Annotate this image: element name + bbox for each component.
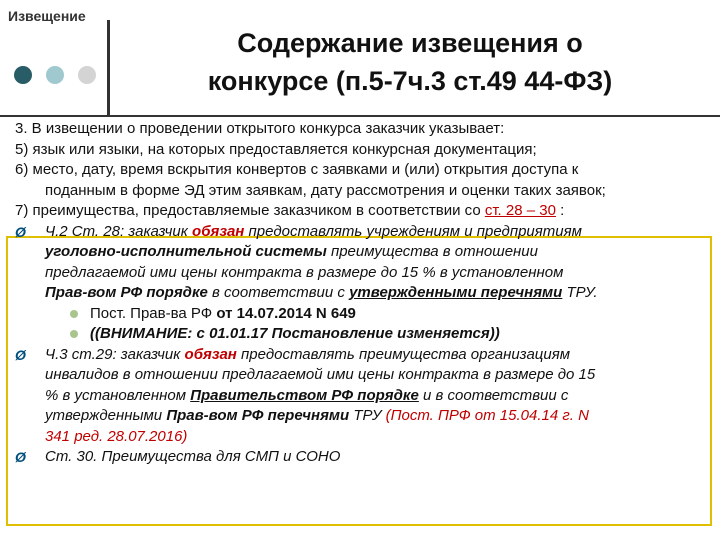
text-run: предоставлять учреждениям и предприятиям (244, 222, 582, 240)
sub-list-item (15, 324, 715, 345)
body-line (15, 201, 715, 222)
title-line-1: Содержание извещения о (237, 28, 583, 58)
section-label: Извещение (8, 8, 86, 24)
text-run: Ч.2 Ст. 28: заказчик (45, 222, 193, 240)
list-item (15, 222, 715, 243)
text-run: Правительством РФ порядке (190, 386, 419, 404)
title-line-2: конкурсе (п.5-7ч.3 ст.49 44-ФЗ) (207, 66, 613, 96)
list-item (15, 447, 715, 468)
body-line: предлагаемой ими цены контракта в размере до 15 % в установленном (45, 263, 564, 281)
body-line: 6) место, дату, время вскрытия конвертов с заявками и (или) открытия доступа к (15, 161, 579, 178)
sub-list-item (15, 304, 715, 325)
body-line: 341 ред. 28.07.2016) (45, 427, 188, 445)
text-run: от 14.07.2014 N 649 (216, 304, 356, 322)
body-line (15, 386, 715, 407)
text-run: утвержденными перечнями (349, 284, 563, 301)
text-run: в соответствии с (207, 284, 350, 301)
body-line: 3. В извещении о проведении открытого конкурса заказчик указывает: (15, 120, 505, 137)
slide-title (120, 24, 700, 100)
arrow-bullet-icon: Ø (15, 223, 26, 240)
text-run: (Пост. ПРФ от 15.04.14 г. N (385, 407, 589, 424)
horizontal-divider (0, 115, 720, 117)
dot-icon (78, 66, 96, 84)
text-run: % в установленном (45, 386, 191, 404)
dot-icon (46, 66, 64, 84)
arrow-bullet-icon: Ø (15, 346, 26, 363)
text-run: ТРУ (349, 407, 386, 424)
text-run: Прав-вом РФ порядке (45, 284, 208, 301)
body-line: 5) язык или языки, на которых предоставляется конкурсная документация; (15, 140, 537, 158)
text-run: 7) преимущества, предоставляемые заказчиком в соответствии со (15, 202, 485, 219)
body-line: инвалидов в отношении предлагаемой ими цены контракта в размере до 15 (45, 366, 596, 383)
round-bullet-icon (70, 310, 78, 318)
text-run: уголовно-исполнительной системы (45, 243, 327, 260)
text-run: ТРУ. (562, 284, 598, 301)
round-bullet-icon (70, 330, 78, 338)
text-run: Прав-вом РФ перечнями (166, 407, 350, 424)
body-line (15, 406, 715, 427)
text-run: преимущества в отношении (326, 243, 538, 260)
text-run: Ч.3 ст.29: заказчик (45, 345, 185, 363)
text-run: обязан (184, 345, 237, 363)
text-run: : (555, 202, 565, 219)
vertical-divider (107, 20, 110, 116)
text-run: Пост. Прав-ва РФ (90, 304, 217, 322)
text-run: и в соответствии с (418, 386, 569, 404)
article-link[interactable]: ст. 28 – 30 (484, 202, 556, 219)
dot-icon (14, 66, 32, 84)
list-item (15, 345, 715, 366)
body-line (15, 283, 715, 304)
arrow-bullet-icon: Ø (15, 449, 26, 465)
body-line: поданным в форме ЭД этим заявкам, дату рассмотрения и оценки таких заявок; (45, 181, 606, 199)
text-run: ((ВНИМАНИЕ: с 01.01.17 Постановление изменяется)) (90, 325, 500, 342)
text-run: утвержденными (45, 407, 167, 424)
text-run: обязан (192, 222, 245, 240)
decorative-dots (14, 66, 96, 84)
body-line (15, 242, 715, 263)
text-run: предоставлять преимущества организациям (236, 345, 571, 363)
slide-body (15, 119, 715, 468)
text-run: Ст. 30. Преимущества для СМП и СОНО (45, 448, 341, 465)
